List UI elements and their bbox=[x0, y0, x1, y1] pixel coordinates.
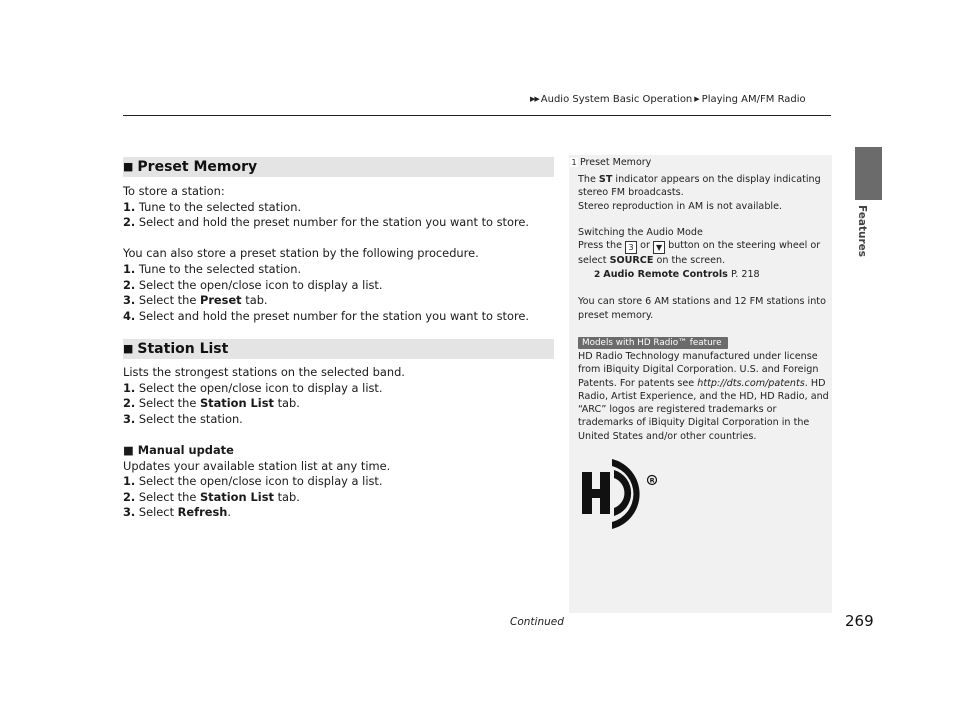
chapter-tab bbox=[855, 147, 882, 200]
model-badge: Models with HD Radio™ feature bbox=[578, 337, 728, 349]
step: 3. Select the station. bbox=[123, 411, 243, 426]
patents-link[interactable]: http://dts.com/patents bbox=[697, 377, 805, 389]
station-list-body bbox=[123, 365, 553, 521]
page-number: 269 bbox=[845, 612, 874, 630]
intro-text: Lists the strongest stations on the selected band. bbox=[123, 365, 405, 379]
step: 1. Select the open/close icon to display a list. bbox=[123, 380, 383, 395]
step: 1. Select the open/close icon to display a list. bbox=[123, 474, 383, 489]
panel-text: The ST indicator appears on the display indicating stereo FM broadcasts. Stereo reproduction in AM is not available. Switching the Audio Mode Press the 3 or ▼ button on the steering wheel or select SOURCE on the screen. 2 Audio Remote Controls P. 218 You can store 6 AM stations and 12 FM stations into preset memory. bbox=[578, 174, 826, 321]
cross-reference[interactable]: 2 Audio Remote Controls P. 218 bbox=[578, 268, 826, 282]
hd-radio-text: HD Radio Technology manufactured under license from iBiquity Digital Corporation. U.S. and Foreign Patents. For patents see http://dts.com/patents. HD Radio, Artist Experience, and the HD, HD Radio, and “ARC” logos are registered trademarks or trademarks of iBiquity Digital Corporation in the United States and/or other countries. bbox=[578, 351, 829, 442]
manual-update-heading: ■ Manual update bbox=[123, 442, 234, 457]
breadcrumb-item-2[interactable]: Playing AM/FM Radio bbox=[701, 94, 806, 105]
panel-title: 1 Preset Memory bbox=[571, 157, 652, 168]
breadcrumb-separator-icon: ▶ bbox=[694, 95, 700, 103]
channel-up-button-icon: 3 bbox=[625, 241, 637, 254]
chapter-tab-label: Features bbox=[856, 205, 868, 257]
step: 3. Select the Preset tab. bbox=[123, 293, 268, 308]
step: 2. Select the Station List tab. bbox=[123, 396, 300, 411]
section-square-icon: ■ bbox=[123, 160, 134, 173]
step: 4. Select and hold the preset number for the station you want to store. bbox=[123, 308, 530, 323]
section-square-icon: ■ bbox=[123, 442, 134, 457]
svg-text:R: R bbox=[649, 476, 655, 485]
reference-arrow-icon: 2 bbox=[594, 269, 601, 280]
step: 2. Select the open/close icon to display a list. bbox=[123, 277, 383, 292]
step: 1. Tune to the selected station. bbox=[123, 261, 302, 276]
continued-label: Continued bbox=[510, 616, 564, 628]
hd-radio-logo-icon bbox=[582, 458, 662, 534]
step: 3. Select Refresh. bbox=[123, 505, 231, 520]
preset-memory-heading: ■ Preset Memory bbox=[123, 157, 554, 177]
breadcrumb bbox=[530, 94, 806, 105]
also-text: You can also store a preset station by the following procedure. bbox=[123, 246, 479, 261]
section-square-icon: ■ bbox=[123, 342, 134, 355]
manual-intro: Updates your available station list at any time. bbox=[123, 458, 391, 473]
step: 2. Select the Station List tab. bbox=[123, 489, 300, 504]
preset-memory-body bbox=[123, 184, 553, 324]
breadcrumb-item-1[interactable]: Audio System Basic Operation bbox=[540, 94, 693, 105]
station-list-heading: ■ Station List bbox=[123, 339, 554, 359]
header-rule bbox=[123, 115, 831, 116]
intro-text: To store a station: bbox=[123, 184, 225, 198]
breadcrumb-arrow-icon: ▶▶ bbox=[530, 95, 539, 103]
note-marker-icon: 1 bbox=[571, 158, 577, 167]
step: 1. Tune to the selected station. bbox=[123, 199, 302, 214]
step: 2. Select and hold the preset number for the station you want to store. bbox=[123, 215, 530, 230]
channel-down-button-icon: ▼ bbox=[653, 241, 665, 254]
